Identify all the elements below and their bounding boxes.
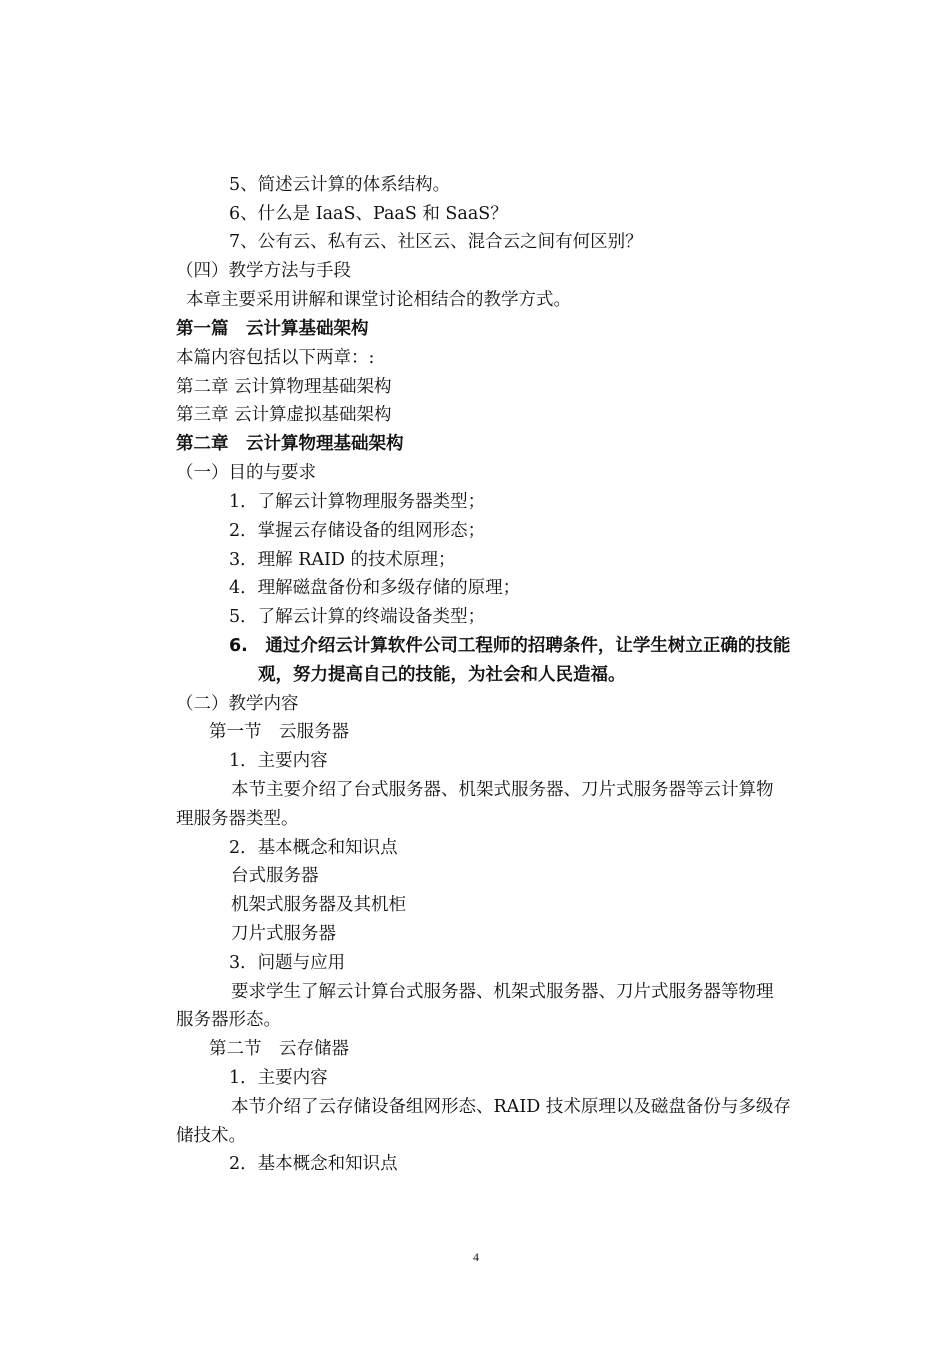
question-5: 5、简述云计算的体系结构。 (229, 175, 451, 195)
concept-blade-server: 刀片式服务器 (231, 924, 336, 944)
section-1-heading: 第一节 云服务器 (209, 722, 349, 742)
chapter-2-heading: 第二章 云计算物理基础架构 (176, 434, 404, 454)
question-6: 6、什么是 IaaS、PaaS 和 SaaS？ (229, 204, 508, 224)
content-heading: （二）教学内容 (176, 694, 299, 714)
section-heading-methods: （四）教学方法与手段 (176, 261, 351, 281)
objective-3: 3．理解 RAID 的技术原理； (229, 550, 456, 570)
concept-tower-server: 台式服务器 (231, 866, 319, 886)
part-intro: 本篇内容包括以下两章：: (176, 348, 375, 368)
objective-2: 2．掌握云存储设备的组网形态； (229, 521, 486, 541)
part-chapter-2: 第二章 云计算物理基础架构 (176, 377, 392, 397)
section-1-summary-continued: 理服务器类型。 (176, 809, 299, 829)
section-1-problems-heading: 3．问题与应用 (229, 953, 346, 973)
section-2-main-content: 1．主要内容 (229, 1068, 328, 1088)
section-1-main-content: 1．主要内容 (229, 751, 328, 771)
objective-6-continued: 观，努力提高自己的技能，为社会和人民造福。 (258, 665, 626, 685)
section-1-concepts-heading: 2．基本概念和知识点 (229, 838, 398, 858)
objective-1: 1．了解云计算物理服务器类型； (229, 492, 486, 512)
section-2-summary: 本节介绍了云存储设备组网形态、RAID 技术原理以及磁盘备份与多级存 (231, 1097, 791, 1117)
section-2-heading: 第二节 云存储器 (209, 1039, 349, 1059)
concept-rack-server: 机架式服务器及其机柜 (231, 895, 406, 915)
part-chapter-3: 第三章 云计算虚拟基础架构 (176, 405, 392, 425)
page-number: 4 (473, 1250, 479, 1264)
section-1-problems-text: 要求学生了解云计算台式服务器、机架式服务器、刀片式服务器等物理 (231, 982, 774, 1002)
section-1-problems-text-continued: 服务器形态。 (176, 1010, 281, 1030)
objective-4: 4．理解磁盘备份和多级存储的原理； (229, 578, 521, 598)
objective-6: 6. 通过介绍云计算软件公司工程师的招聘条件，让学生树立正确的技能 (229, 636, 791, 656)
methods-text: 本章主要采用讲解和课堂讨论相结合的教学方式。 (186, 290, 571, 310)
section-2-concepts-heading: 2．基本概念和知识点 (229, 1154, 398, 1174)
objective-5: 5．了解云计算的终端设备类型； (229, 607, 486, 627)
part-1-heading: 第一篇 云计算基础架构 (176, 319, 369, 339)
section-2-summary-continued: 储技术。 (176, 1126, 246, 1146)
objectives-heading: （一）目的与要求 (176, 463, 316, 483)
section-1-summary: 本节主要介绍了台式服务器、机架式服务器、刀片式服务器等云计算物 (231, 780, 774, 800)
question-7: 7、公有云、私有云、社区云、混合云之间有何区别？ (229, 232, 643, 252)
